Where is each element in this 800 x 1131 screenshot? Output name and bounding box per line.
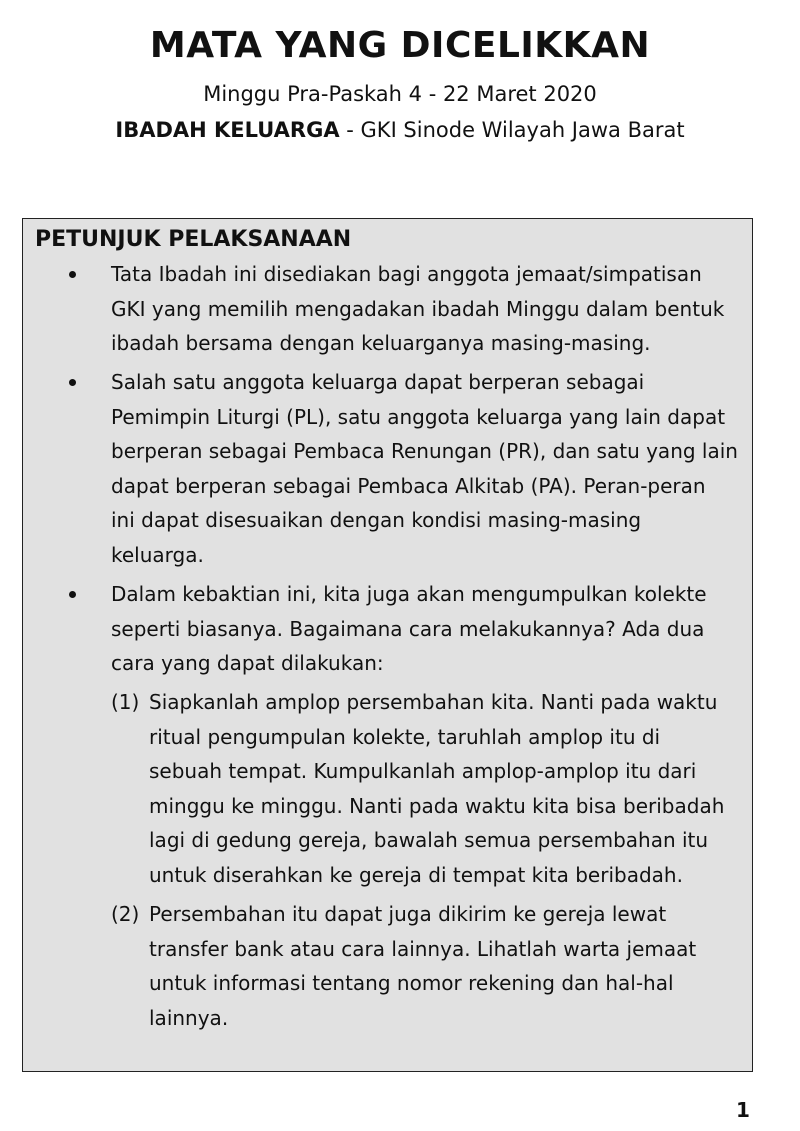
sub-line: sebuah tempat. Kumpulkanlah amplop-amplop itu dari — [149, 759, 697, 783]
org-line-rest: - GKI Sinode Wilayah Jawa Barat — [339, 118, 685, 142]
instructions-box — [22, 218, 753, 1072]
sub-line: untuk diserahkan ke gereja di tempat kita beribadah. — [149, 862, 683, 887]
org-line — [0, 116, 800, 144]
page-title: MATA YANG DICELIKKAN — [149, 25, 651, 66]
sub-line: untuk informasi tentang nomor rekening dan hal-hal — [149, 971, 674, 995]
bullet-line: keluarga. — [111, 542, 204, 567]
sub-line: ritual pengumpulan kolekte, taruhlah amplop itu di — [149, 724, 661, 749]
bullet-line: Pemimpin Liturgi (PL), satu anggota keluarga yang lain dapat — [111, 404, 726, 429]
bullet-line: ibadah bersama dengan keluarganya masing-masing. — [111, 331, 651, 355]
sub-line: transfer bank atau cara lainnya. Lihatlah warta jemaat — [149, 936, 697, 961]
bullet-line: Salah satu anggota keluarga dapat berperan sebagai — [111, 370, 645, 394]
bullet-line: cara yang dapat dilakukan: — [111, 651, 384, 675]
sub-line: minggu ke minggu. Nanti pada waktu kita bisa beribadah — [149, 793, 725, 818]
instructions-heading: PETUNJUK PELAKSANAAN — [35, 227, 352, 252]
sub-line: lagi di gedung gereja, bawalah semua persembahan itu — [149, 828, 709, 852]
bullet-icon — [69, 271, 76, 278]
page-number: 1 — [736, 1098, 750, 1122]
page-subtitle: Minggu Pra-Paskah 4 - 22 Maret 2020 — [203, 82, 597, 106]
bullet-line: berperan sebagai Pembaca Renungan (PR), dan satu yang lain — [111, 439, 738, 463]
bullet-line: GKI yang memilih mengadakan ibadah Minggu dalam bentuk — [111, 296, 725, 321]
org-line-bold: IBADAH KELUARGA — [115, 118, 340, 142]
bullet-line: Dalam kebaktian ini, kita juga akan mengumpulkan kolekte — [111, 582, 707, 606]
bullet-icon — [69, 591, 76, 598]
sub-line: Persembahan itu dapat juga dikirim ke gereja lewat — [149, 902, 667, 926]
sub-line: lainnya. — [149, 1005, 229, 1030]
collection-method-number: (1) — [111, 690, 140, 714]
sub-line: Siapkanlah amplop persembahan kita. Nanti pada waktu — [149, 690, 718, 714]
bullet-line: Tata Ibadah ini disediakan bagi anggota jemaat/simpatisan — [111, 262, 702, 286]
bullet-line: dapat berperan sebagai Pembaca Alkitab (PA). Peran-peran — [111, 473, 706, 498]
bullet-icon — [69, 379, 76, 386]
bullet-line: ini dapat disesuaikan dengan kondisi masing-masing — [111, 508, 642, 532]
collection-method-number: (2) — [111, 902, 140, 926]
bullet-line: seperti biasanya. Bagaimana cara melakukannya? Ada dua — [111, 616, 705, 641]
